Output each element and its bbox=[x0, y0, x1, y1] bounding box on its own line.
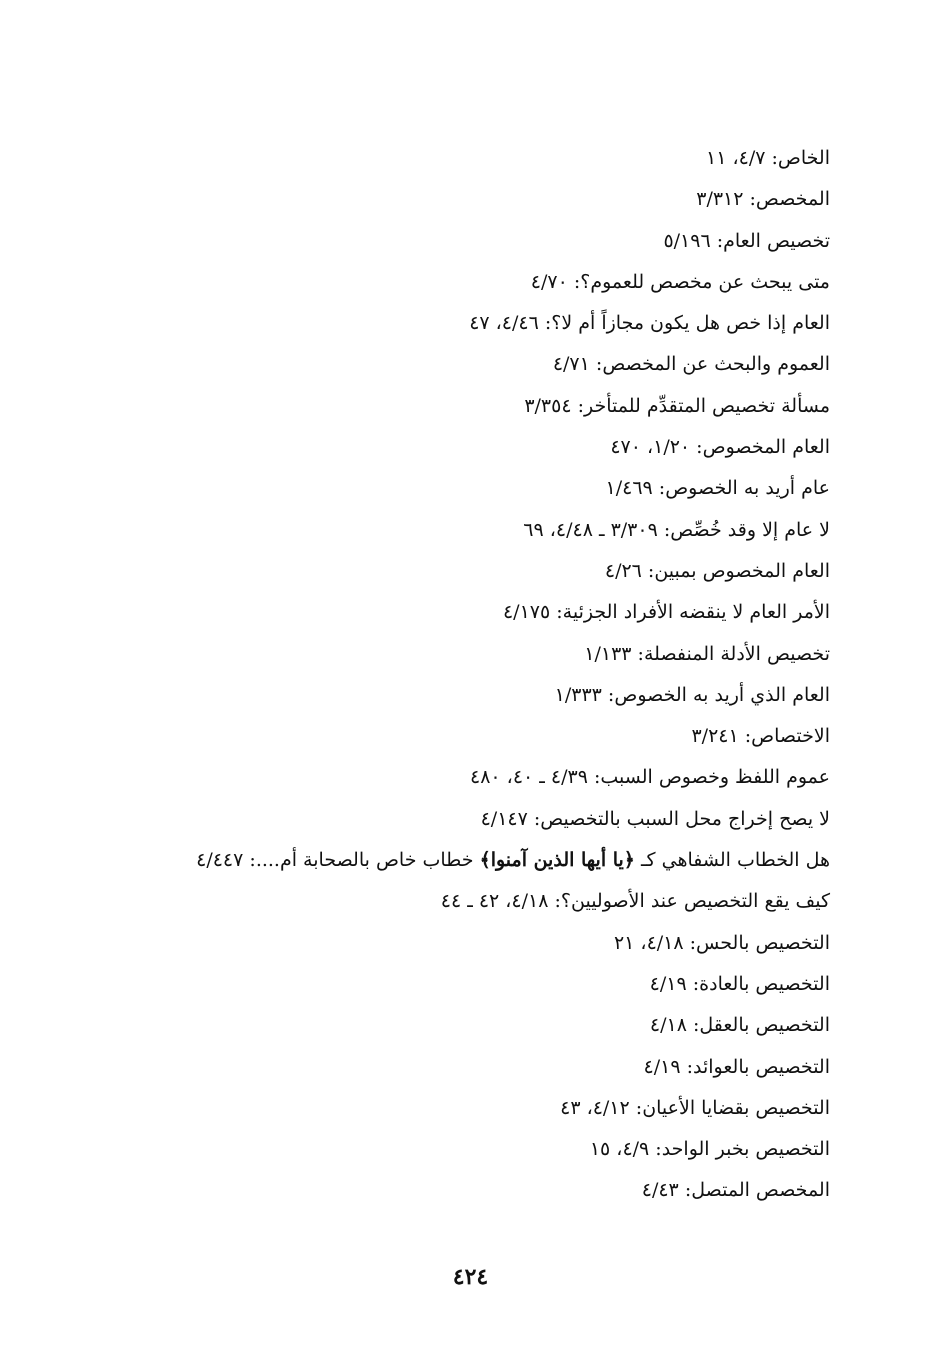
entry-separator: : bbox=[527, 807, 541, 830]
entry-page-ref: ٥/١٩٦ bbox=[663, 229, 711, 252]
entry-term: العموم والبحث عن المخصص bbox=[602, 353, 830, 376]
index-list bbox=[110, 141, 830, 1215]
index-entry bbox=[110, 1008, 830, 1049]
entry-page-ref: ١/٣٣٣ bbox=[554, 683, 602, 706]
entry-separator: : bbox=[686, 972, 700, 995]
entry-term: المخصص المتصل bbox=[691, 1179, 830, 1202]
entry-term: التخصيص بالعقل bbox=[699, 1014, 830, 1037]
entry-term: التخصيص بالعادة bbox=[699, 972, 830, 995]
entry-separator: : bbox=[550, 601, 563, 624]
index-entry bbox=[110, 1091, 830, 1132]
entry-page-ref: ٣/٣٥٤ bbox=[524, 394, 572, 417]
index-entry bbox=[110, 224, 830, 265]
entry-page-ref: ٤/١٩ bbox=[643, 1055, 681, 1078]
entry-separator: : bbox=[738, 725, 752, 748]
entry-separator: : bbox=[243, 849, 256, 872]
entry-term: التخصيص بخبر الواحد bbox=[661, 1138, 830, 1161]
index-entry bbox=[110, 1173, 830, 1214]
entry-separator: : bbox=[571, 394, 584, 417]
entry-term: العام إذا خص هل يكون مجازاً أم لا؟ bbox=[551, 312, 830, 335]
index-entry bbox=[110, 306, 830, 347]
entry-term-suffix: خطاب خاص بالصحابة أم.... bbox=[255, 849, 480, 872]
entry-separator: : bbox=[652, 477, 666, 500]
entry-separator: : bbox=[538, 312, 552, 335]
entry-term: لا عام إلا وقد خُصِّص bbox=[670, 518, 830, 541]
entry-separator: : bbox=[641, 559, 655, 582]
entry-term-prefix: هل الخطاب الشفاهي كـ bbox=[634, 849, 830, 872]
index-entry bbox=[110, 678, 830, 719]
index-entry bbox=[110, 884, 830, 925]
index-entry bbox=[110, 430, 830, 471]
entry-term: المخصص bbox=[755, 188, 830, 211]
entry-page-ref: ٤/١٤٧ bbox=[480, 807, 528, 830]
entry-separator: : bbox=[686, 1014, 700, 1037]
entry-separator: : bbox=[765, 147, 778, 169]
index-entry bbox=[110, 347, 830, 388]
entry-page-ref: ٤/١٨، ٢١ bbox=[613, 931, 684, 954]
entry-term: تخصيص العام bbox=[723, 229, 830, 252]
entry-page-ref: ٤/٤٦، ٤٧ bbox=[469, 312, 539, 335]
entry-term: متى يبحث عن مخصص للعموم؟ bbox=[580, 270, 830, 293]
entry-term: العام الذي أريد به الخصوص bbox=[614, 683, 830, 706]
entry-separator: : bbox=[680, 1055, 694, 1078]
entry-term: عام أريد به الخصوص bbox=[665, 477, 830, 500]
entry-term: الخاص bbox=[777, 147, 830, 169]
entry-separator: : bbox=[587, 766, 601, 789]
entry-page-ref: ٤/١٧٥ bbox=[502, 601, 551, 624]
entry-term: العام المخصوص bbox=[702, 436, 830, 459]
entry-page-ref: ٤/٤٤٧ bbox=[196, 849, 244, 872]
index-entry bbox=[110, 760, 830, 801]
index-entry bbox=[110, 637, 830, 678]
entry-separator: : bbox=[657, 518, 671, 541]
entry-separator: : bbox=[690, 436, 703, 459]
index-entry bbox=[110, 554, 830, 595]
index-entry bbox=[110, 926, 830, 967]
entry-separator: : bbox=[631, 642, 644, 665]
entry-page-ref: ٤/١٩ bbox=[649, 972, 687, 995]
entry-page-ref: ٤/٧، ١١ bbox=[706, 147, 766, 169]
entry-page-ref: ٣/٣٠٩ ـ ٤/٤٨، ٦٩ bbox=[523, 518, 658, 541]
entry-term: الأمر العام لا ينقضه الأفراد الجزئية bbox=[562, 601, 830, 624]
entry-page-ref: ٤/١٨، ٤٢ ـ ٤٤ bbox=[440, 890, 549, 913]
entry-separator: : bbox=[548, 890, 561, 913]
entry-term: عموم اللفظ وخصوص السبب bbox=[600, 766, 830, 789]
entry-page-ref: ٤/١٢، ٤٣ bbox=[560, 1096, 630, 1119]
entry-page-ref: ٤/٩، ١٥ bbox=[589, 1138, 650, 1161]
index-entry bbox=[110, 513, 830, 554]
entry-separator: : bbox=[710, 229, 724, 252]
page-number: ٤٢٤ bbox=[452, 1264, 489, 1290]
entry-page-ref: ١/٤٦٩ bbox=[605, 477, 653, 500]
entry-term: كيف يقع التخصيص عند الأصوليين؟ bbox=[560, 890, 830, 913]
quran-quote: ﴿يا أيها الذين آمنوا﴾ bbox=[479, 849, 635, 872]
index-entry bbox=[110, 265, 830, 306]
index-entry bbox=[110, 719, 830, 760]
entry-separator: : bbox=[649, 1138, 662, 1161]
entry-page-ref: ٤/١٨ bbox=[649, 1014, 687, 1037]
entry-separator: : bbox=[678, 1179, 692, 1202]
entry-term: التخصيص بالحس bbox=[696, 931, 830, 954]
index-entry bbox=[110, 471, 830, 512]
index-entry bbox=[110, 1132, 830, 1173]
entry-separator: : bbox=[589, 353, 603, 376]
entry-page-ref: ٣/٣١٢ bbox=[696, 188, 744, 211]
entry-separator: : bbox=[683, 931, 697, 954]
entry-separator: : bbox=[743, 188, 756, 211]
index-entry bbox=[110, 595, 830, 636]
entry-page-ref: ٤/٢٦ bbox=[604, 559, 642, 582]
entry-page-ref: ٤/٣٩ ـ ٤٠، ٤٨٠ bbox=[470, 766, 588, 789]
entry-page-ref: ٤/٧٠ bbox=[530, 270, 568, 293]
entry-page-ref: ٤/٤٣ bbox=[641, 1179, 679, 1202]
index-entry bbox=[110, 182, 830, 223]
entry-term: لا يصح إخراج محل السبب بالتخصيص bbox=[540, 807, 830, 830]
index-entry bbox=[110, 802, 830, 843]
index-entry bbox=[110, 141, 830, 182]
entry-term: التخصيص بالعوائد bbox=[693, 1055, 830, 1078]
index-entry bbox=[110, 389, 830, 430]
index-entry bbox=[110, 843, 830, 884]
entry-page-ref: ١/٢٠، ٤٧٠ bbox=[610, 436, 691, 459]
entry-term: العام المخصوص بمبين bbox=[654, 559, 830, 582]
entry-term bbox=[256, 849, 830, 871]
entry-separator: : bbox=[567, 270, 581, 293]
entry-page-ref: ٤/٧١ bbox=[552, 353, 590, 376]
entry-term: الاختصاص bbox=[751, 725, 830, 748]
entry-page-ref: ٣/٢٤١ bbox=[691, 725, 739, 748]
entry-separator: : bbox=[629, 1096, 643, 1119]
index-entry bbox=[110, 967, 830, 1008]
entry-page-ref: ١/١٣٣ bbox=[584, 642, 632, 665]
entry-term: تخصيص الأدلة المنفصلة bbox=[643, 642, 830, 665]
entry-term: مسألة تخصيص المتقدِّم للمتأخر bbox=[584, 394, 830, 417]
entry-separator: : bbox=[601, 683, 615, 706]
entry-term: التخصيص بقضايا الأعيان bbox=[642, 1096, 830, 1119]
index-entry bbox=[110, 1050, 830, 1091]
